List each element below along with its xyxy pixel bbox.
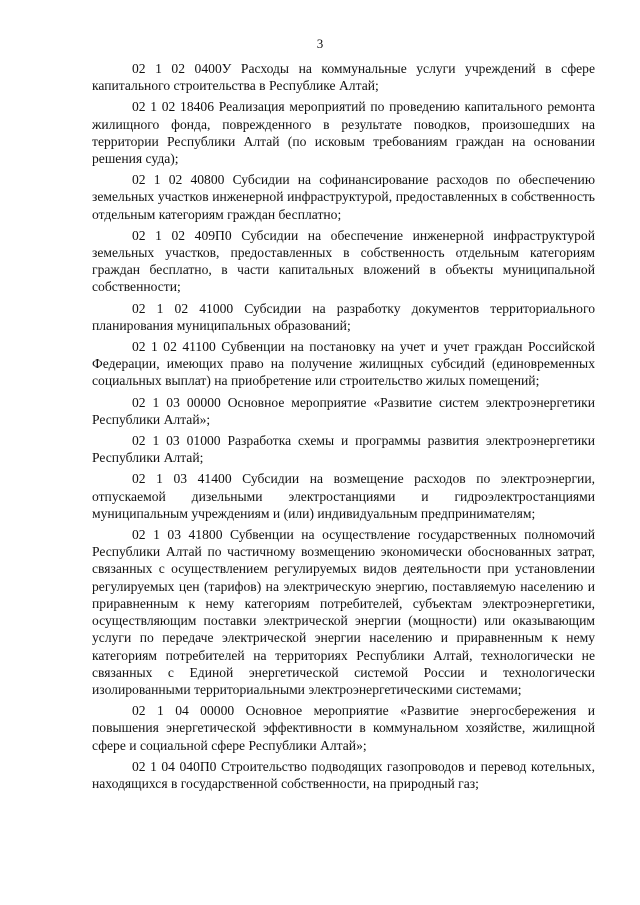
document-body — [92, 60, 595, 796]
paragraph: 02 1 02 41000 Субсидии на разработку документов территориального планирования муниципальных образований; — [92, 300, 595, 333]
paragraph: 02 1 02 18406 Реализация мероприятий по проведению капитального ремонта жилищного фонда, поврежденного в результате поводков, произошедших на территории Республики Алтай (по исковым требованиям граждан на основании решения суда); — [92, 99, 595, 167]
paragraph: 02 1 04 00000 Основное мероприятие «Развитие энергосбережения и повышения энергетической эффективности в коммунальном хозяйстве, жилищной сфере и социальной сфере Республики Алтай»; — [92, 703, 595, 753]
paragraph: 02 1 03 01000 Разработка схемы и программы развития электроэнергетики Республики Алтай; — [92, 433, 595, 466]
paragraph: 02 1 02 40800 Субсидии на софинансирование расходов по обеспечению земельных участков инженерной инфраструктурой, предоставленных в собственность отдельным категориям граждан бесплатно; — [92, 172, 595, 222]
paragraph: 02 1 03 41400 Субсидии на возмещение расходов по электроэнергии, отпускаемой дизельными электростанциями и гидроэлектростанциями муниципальным учреждениям и (или) индивидуальным предпринимателям; — [92, 471, 595, 521]
paragraph: 02 1 02 0400У Расходы на коммунальные услуги учреждений в сфере капитального строительства в Республике Алтай; — [92, 61, 595, 94]
paragraph: 02 1 03 41800 Субвенции на осуществление государственных полномочий Республики Алтай по частичному возмещению экономически обоснованных затрат, связанных с осуществлением регулируемых видов деятельности при установлении регулируемых цен (тарифов) на электрическую энергию, поставляемую населению и приравненным к нему категориям потребителей, субъектам электроэнергетики, осуществляющим поставки электрической энергии (мощности) или оказывающим услуги по передаче электрической энергии населению и приравненным к нему категориям потребителей на территориях Республики Алтай, технологически не связанных с Единой энергетической системой России и технологически изолированными территориальными электроэнергетическими системами; — [92, 527, 595, 697]
paragraph: 02 1 02 409П0 Субсидии на обеспечение инженерной инфраструктурой земельных участков, предоставленных в собственность отдельным категориям граждан бесплатно, в части капитальных вложений в объекты муниципальной собственности; — [92, 227, 595, 295]
paragraph: 02 1 04 040П0 Строительство подводящих газопроводов и перевод котельных, находящихся в государственной собственности, на природный газ; — [92, 758, 595, 791]
paragraph: 02 1 02 41100 Субвенции на постановку на учет и учет граждан Российской Федерации, имеющих право на получение жилищных субсидий (единовременных социальных выплат) на приобретение или строительство жилых помещений; — [92, 339, 595, 389]
page-number: 3 — [316, 36, 324, 51]
paragraph: 02 1 03 00000 Основное мероприятие «Развитие систем электроэнергетики Республики Алтай»; — [92, 394, 595, 427]
